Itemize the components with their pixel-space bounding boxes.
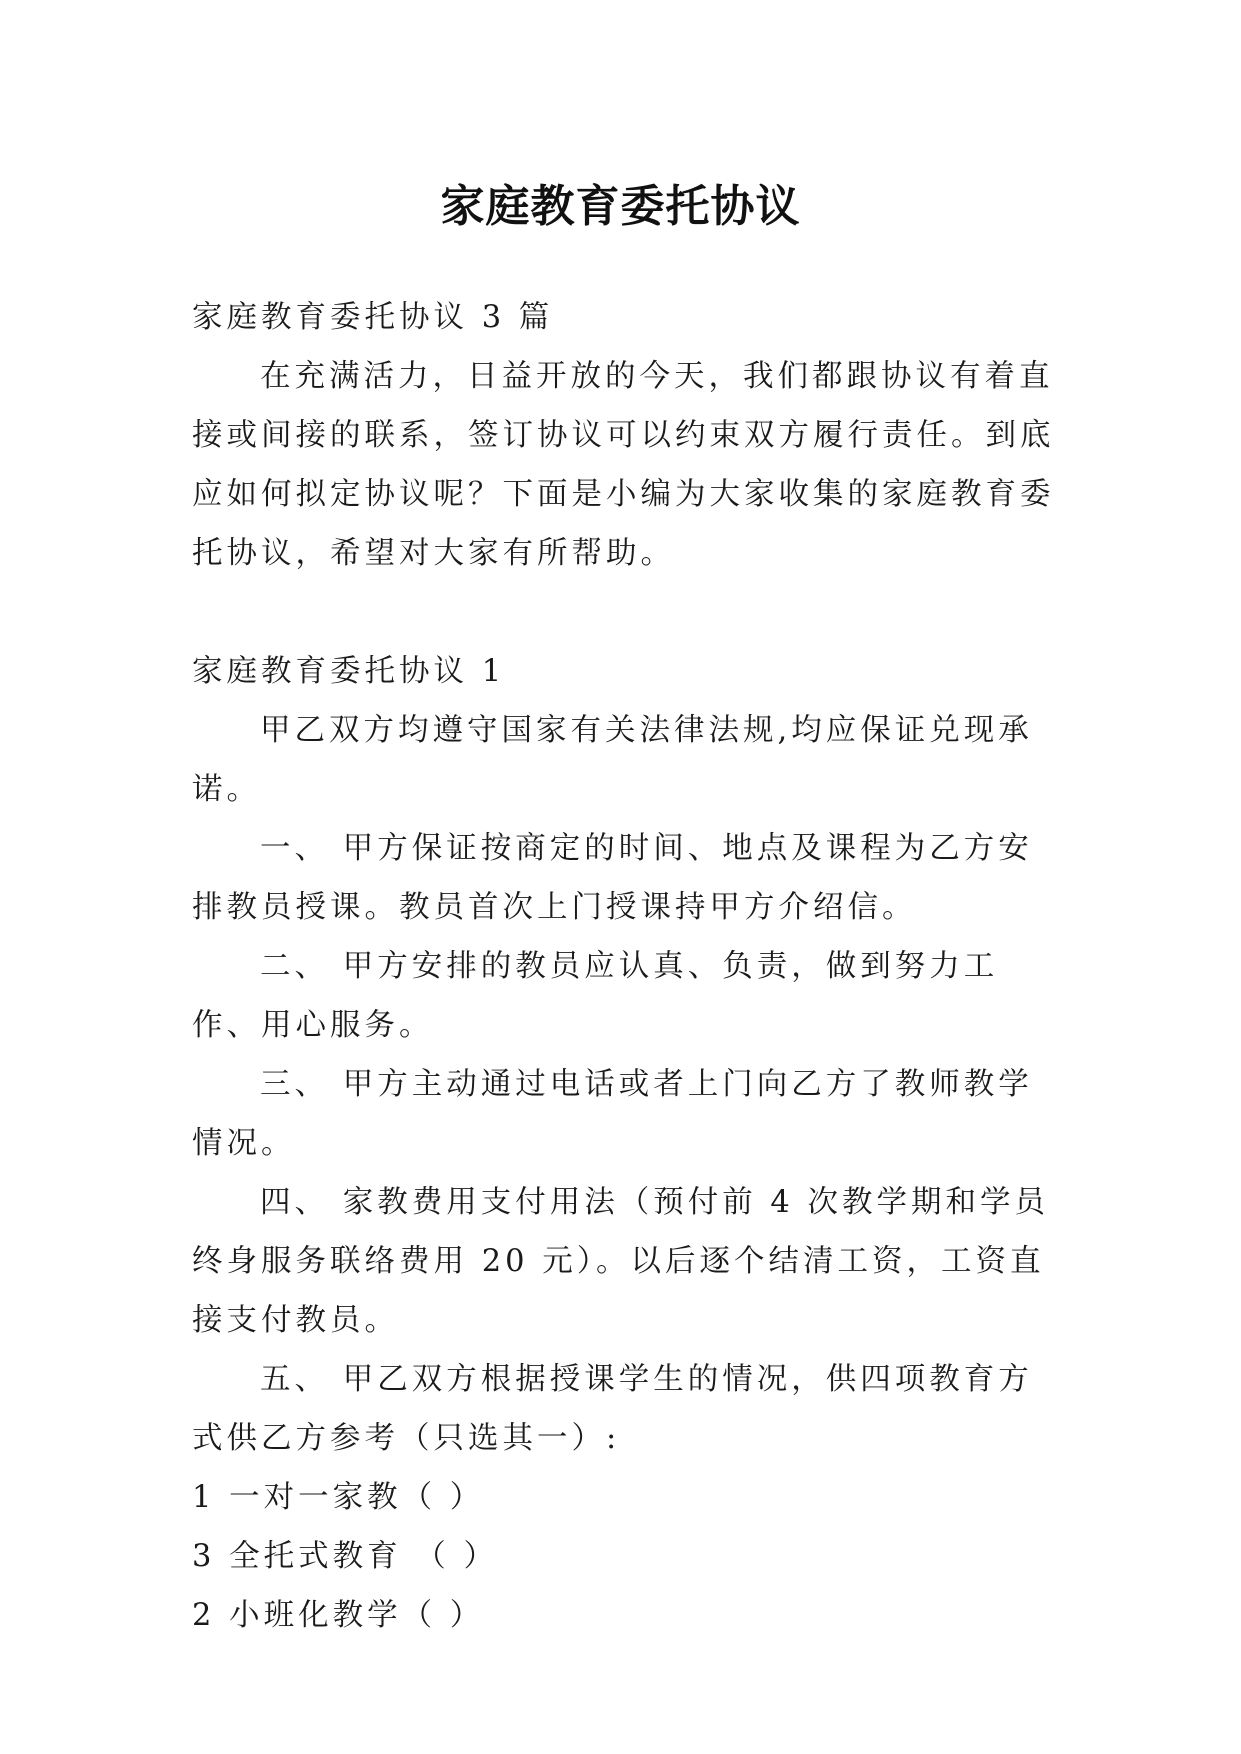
option-one-on-one: 1 一对一家教（ ） xyxy=(192,1480,485,1515)
clause-2: 二、 甲方安排的教员应认真、负责，做到努力工作、用心服务。 xyxy=(192,949,999,1043)
document-subtitle: 家庭教育委托协议 3 篇 xyxy=(192,300,554,335)
document-body xyxy=(192,288,1058,1645)
clause-4: 四、 家教费用支付用法（预付前 4 次教学期和学员终身服务联络费用 20 元）。以后逐个结清工资，工资直接支付教员。 xyxy=(192,1185,1049,1338)
clause-5: 五、 甲乙双方根据授课学生的情况，供四项教育方式供乙方参考（只选其一）: xyxy=(192,1362,1033,1456)
intro-paragraph: 在充满活力，日益开放的今天，我们都跟协议有着直接或间接的联系，签订协议可以约束双方履行责任。到底应如何拟定协议呢？下面是小编为大家收集的家庭教育委托协议，希望对大家有所帮助。 xyxy=(192,359,1055,571)
section-heading: 家庭教育委托协议 1 xyxy=(192,654,506,689)
option-small-class: 2 小班化教学（ ） xyxy=(192,1598,485,1633)
option-full-boarding: 3 全托式教育 （ ） xyxy=(192,1539,498,1574)
clause-preamble: 甲乙双方均遵守国家有关法律法规,均应保证兑现承诺。 xyxy=(192,713,1033,807)
clause-1: 一、 甲方保证按商定的时间、地点及课程为乙方安排教员授课。教员首次上门授课持甲方介绍信。 xyxy=(192,831,1033,925)
clause-3: 三、 甲方主动通过电话或者上门向乙方了教师教学情况。 xyxy=(192,1067,1033,1161)
document-title: 家庭教育委托协议 xyxy=(440,181,801,233)
